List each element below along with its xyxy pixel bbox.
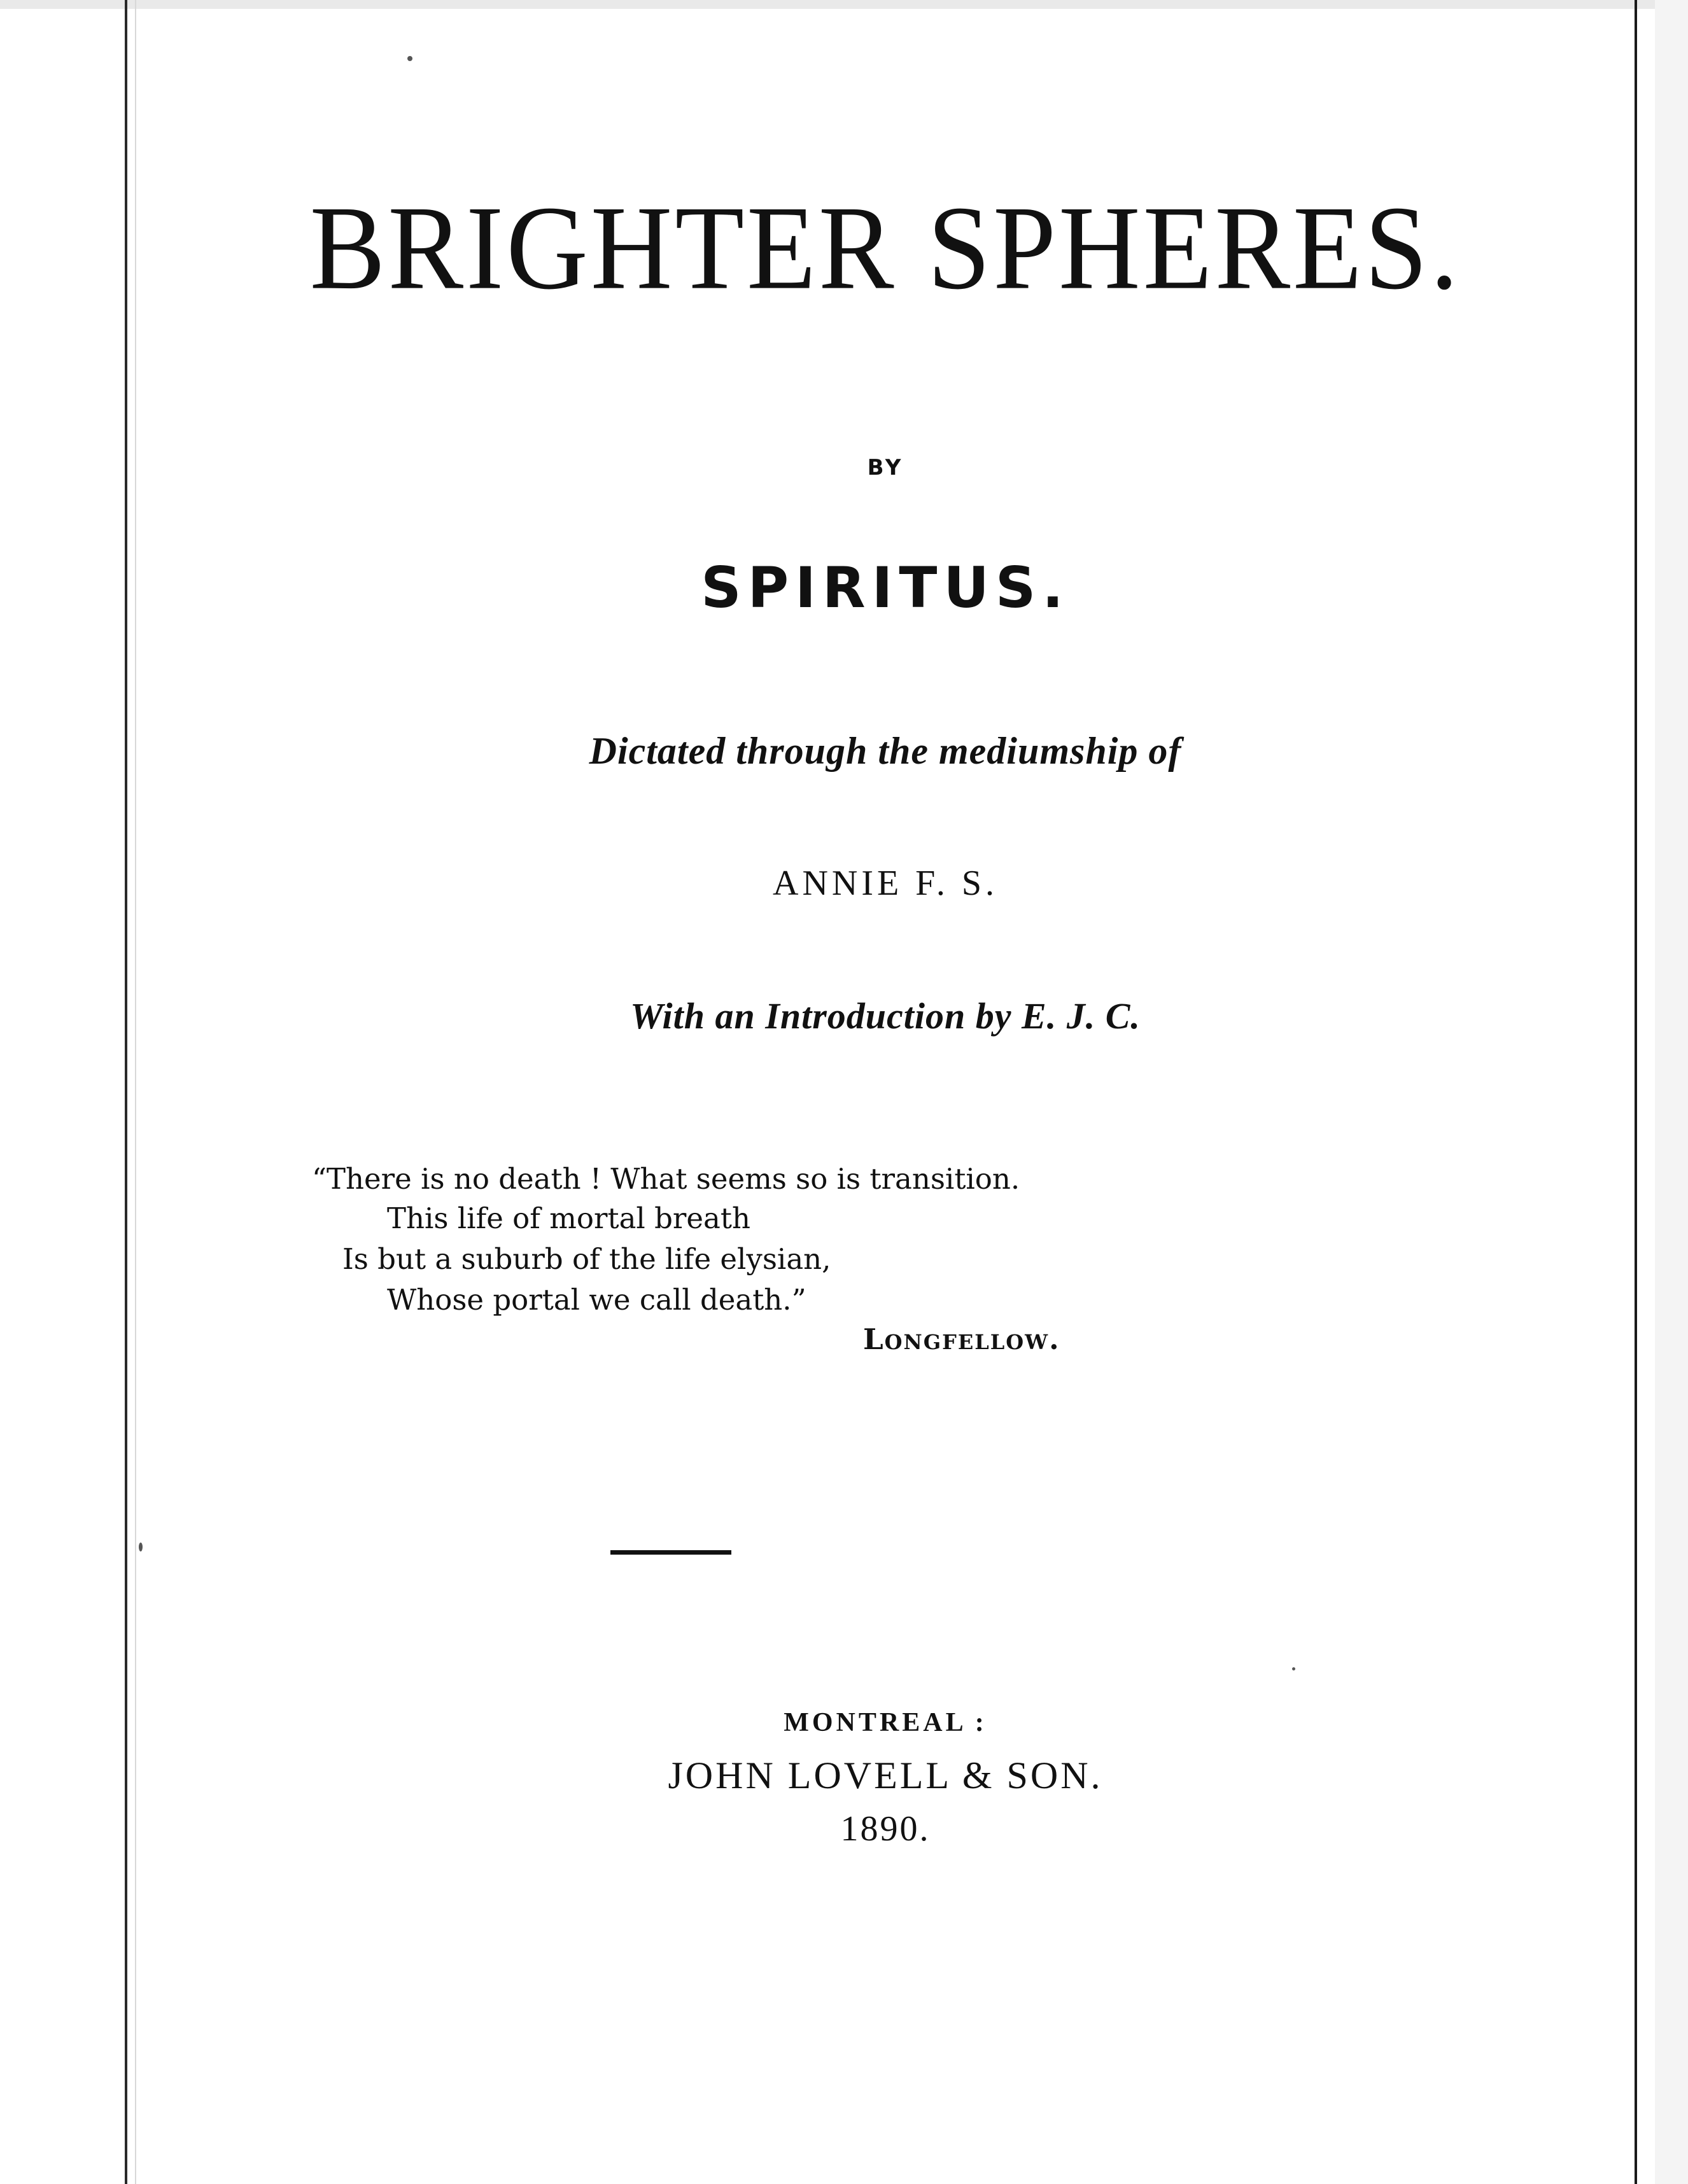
epigraph-line: Is but a suburb of the life elysian, [342,1242,831,1276]
imprint [136,0,1635,2184]
epigraph-line: Whose portal we call death.” [387,1283,806,1317]
imprint-year: 1890. [840,1809,931,1849]
by-label: BY [867,455,904,480]
scan-left-border [125,0,127,2184]
medium-name: ANNIE F. S. [773,864,998,903]
scan-right-border [1635,0,1637,2184]
imprint-place: MONTREAL : [784,1708,987,1737]
author-name: SPIRITUS. [701,555,1070,620]
epigraph-line: “There is no death ! What seems so is transition. [312,1162,1020,1196]
book-title: BRIGHTER SPHERES. [309,181,1461,314]
introduction-note: With an Introduction by E. J. C. [630,995,1141,1037]
epigraph-attribution: Longfellow. [863,1322,1060,1356]
epigraph-line: This life of mortal breath [387,1201,750,1235]
imprint-publisher: JOHN LOVELL & SON. [668,1754,1103,1796]
dictated-note: Dictated through the mediumship of [589,730,1182,772]
scan-right-margin [1655,0,1688,2184]
